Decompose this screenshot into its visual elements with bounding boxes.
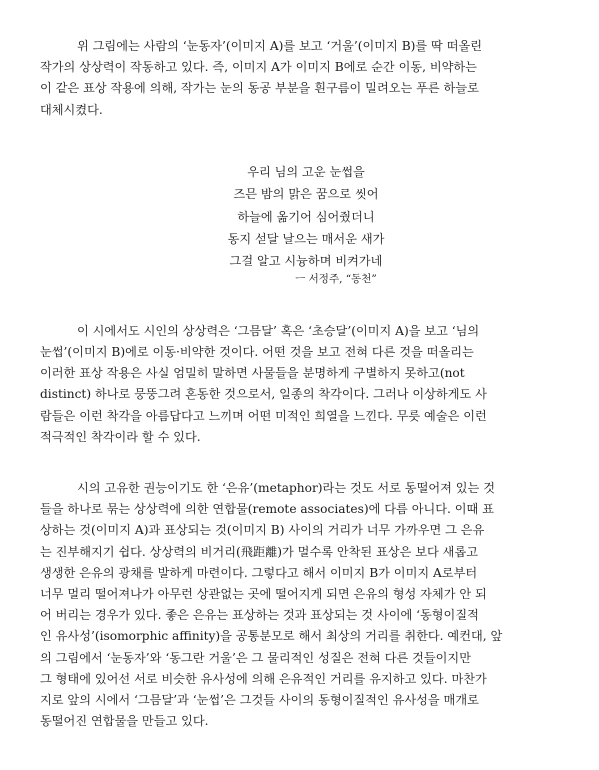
text-line: 위 그림에는 사람의 ‘눈동자’(이미지 A)를 보고 ‘거울’(이미지 B)를 딱 떠올린 — [77, 39, 483, 53]
poem-verse: 동지 섣달 날으는 매서운 새가 — [227, 232, 385, 247]
text-line: 상하는 것(이미지 A)과 표상되는 것(이미지 B) 사이의 거리가 너무 가까우면 그 은유 — [40, 523, 485, 538]
text-line: 동떨어진 연합물을 만들고 있다. — [40, 714, 209, 729]
text-line: 적극적인 착각이라 할 수 있다. — [40, 429, 201, 444]
text-line: 람들은 이런 착각을 아름답다고 느끼며 어떤 미적인 희열을 느낀다. 무릇 예술은 이런 — [40, 408, 487, 423]
text-line: 지로 앞의 시에서 ‘그믐달’과 ‘눈썹’은 그것들 사이의 동형이질적인 유사성을 매개로 — [40, 693, 479, 708]
text-line: 인 유사성’(isomorphic affinity)을 공통분모로 해서 최상의 거리를 취한다. 예컨대, 앞 — [40, 629, 503, 644]
text-line: 눈썹’(이미지 B)에로 이동·비약한 것이다. 어떤 것을 보고 전혀 다른 것을 떠올리는 — [40, 345, 474, 360]
text-line: 너무 멀리 떨어져나가 아무런 상관없는 곳에 떨어지게 되면 은유의 형성 자체가 안 되 — [40, 587, 487, 602]
text-line: 시의 고유한 권능이기도 한 ‘은유’(metaphor)라는 것도 서로 동떨어져 있는 것 — [77, 481, 495, 496]
text-line: 대체시켰다. — [40, 102, 103, 117]
poem-verse: 그걸 알고 시늉하며 비켜가네 — [229, 254, 383, 269]
text-line: 그 형태에 있어선 서로 비슷한 유사성에 의해 은유적인 거리를 유지하고 있다. 마찬가 — [40, 671, 487, 686]
text-line: 의 그림에서 ‘눈동자’와 ‘동그란 거울’은 그 물리적인 성질은 전혀 다른 것들이지만 — [40, 650, 471, 665]
poem-verse: 즈믄 밤의 맑은 꿈으로 씻어 — [233, 187, 379, 202]
text-line: 이 같은 표상 작용에 의해, 작가는 눈의 동공 부분을 흰구름이 밀려오는 푸른 하늘로 — [40, 81, 479, 96]
paragraph-metaphor — [40, 478, 572, 732]
document-page — [40, 36, 572, 733]
text-line: distinct) 하나로 뭉뚱그려 혼동한 것으로서, 일종의 착각이다. 그러나 이상하게도 사 — [40, 387, 487, 402]
text-line: 는 진부해지기 쉽다. 상상력의 비거리(飛距離)가 멀수록 안착된 표상은 보다 새롭고 — [40, 544, 479, 559]
poem-verse: 우리 님의 고운 눈썹을 — [247, 164, 365, 179]
text-line: 생생한 은유의 광채를 발하게 마련이다. 그렇다고 해서 이미지 B가 이미지 A로부터 — [40, 565, 478, 580]
poem-attribution: ㅡ 서정주, “동천” — [295, 272, 377, 285]
paragraph-intro — [40, 36, 572, 121]
text-line: 들을 하나로 묶는 상상력에 의한 연합물(remote associates)에 다름 아니다. 이때 표 — [40, 502, 494, 517]
text-line: 어 버리는 경우가 있다. 좋은 은유는 표상하는 것과 표상되는 것 사이에 ‘동형이질적 — [40, 608, 479, 623]
text-line: 이 시에서도 시인의 상상력은 ‘그믐달’ 혹은 ‘초승달’(이미지 A)을 보고 ‘님의 — [77, 323, 480, 338]
paragraph-poem-analysis — [40, 321, 572, 448]
text-line: 작가의 상상력이 작동하고 있다. 즉, 이미지 A가 이미지 B에로 순간 이동, 비약하는 — [40, 60, 477, 75]
text-line: 이러한 표상 작용은 사실 엄밀히 말하면 사물들을 분명하게 구별하지 못하고(not — [40, 366, 465, 381]
poem-block — [40, 161, 572, 287]
poem-verse: 하늘에 옮기어 심어줬더니 — [237, 209, 375, 224]
